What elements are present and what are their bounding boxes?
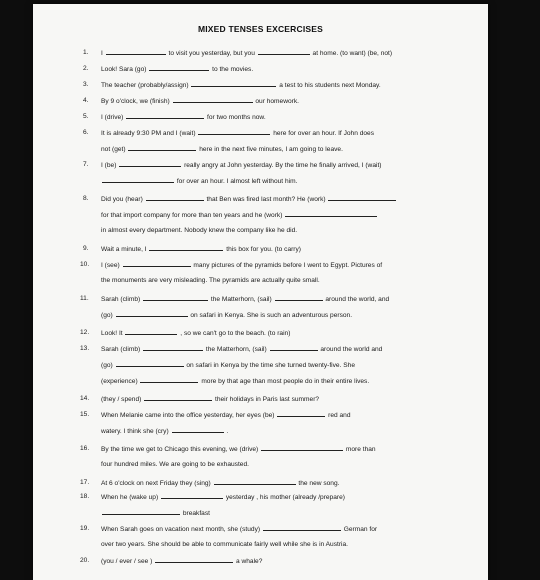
answer-blank[interactable] <box>277 410 325 417</box>
answer-blank[interactable] <box>214 478 296 485</box>
exercise-line <box>101 492 345 502</box>
exercise-text: here for over an hour. If John does <box>271 130 375 137</box>
exercise-text: The teacher (probably/assign) <box>101 82 191 89</box>
item-number: 4. <box>83 97 89 104</box>
exercise-text: in almost every department. Nobody knew the company like he did. <box>101 227 298 234</box>
answer-blank[interactable] <box>198 128 270 135</box>
answer-blank[interactable] <box>143 344 203 351</box>
exercise-text: over two years. She should be able to communicate fairly well while she is in Austria. <box>101 541 349 548</box>
answer-blank[interactable] <box>161 492 223 499</box>
exercise-line <box>101 508 210 518</box>
exercise-line <box>101 96 299 106</box>
exercise-text: that Ben was fired last month? He (work) <box>204 196 328 203</box>
exercise-text: (experience) <box>101 378 140 385</box>
exercise-line <box>101 460 249 469</box>
exercise-line <box>101 260 382 270</box>
exercise-text: many pictures of the pyramids before I went to Egypt. Pictures of <box>191 262 383 269</box>
exercise-line <box>101 478 339 488</box>
exercise-text: four hundred miles. We are going to be exhausted. <box>101 461 249 468</box>
answer-blank[interactable] <box>144 394 212 401</box>
exercise-text: German for <box>341 526 378 533</box>
exercise-text: around the world, and <box>323 296 390 303</box>
answer-blank[interactable] <box>106 48 166 55</box>
exercise-line <box>101 80 381 90</box>
item-number: 16. <box>80 445 90 452</box>
exercise-text: the Matterhorn, (sail) <box>204 346 269 353</box>
exercise-line <box>101 294 389 304</box>
answer-blank[interactable] <box>102 176 174 183</box>
item-number: 3. <box>83 81 89 88</box>
exercise-text: their holidays in Paris last summer? <box>213 396 320 403</box>
exercise-text: , so we can't go to the beach. (to rain) <box>178 330 291 337</box>
exercise-text: yesterday , his mother (already /prepare) <box>224 494 345 501</box>
item-number: 20. <box>80 557 90 564</box>
exercise-text: really angry at John yesterday. By the time he finally arrived, I (wait) <box>182 162 382 169</box>
exercise-text: breakfast <box>181 510 210 517</box>
exercise-text: the Matterhorn, (sail) <box>209 296 274 303</box>
exercise-text: Did you (hear) <box>101 196 145 203</box>
answer-blank[interactable] <box>191 80 276 87</box>
exercise-text: not (get) <box>101 146 128 153</box>
item-number: 18. <box>80 493 90 500</box>
exercise-text: I (see) <box>101 262 122 269</box>
item-number: 13. <box>80 345 90 352</box>
exercise-text: When Melanie came into the office yesterday, her eyes (be) <box>101 412 277 419</box>
answer-blank[interactable] <box>146 194 204 201</box>
exercise-text: By the time we get to Chicago this evening, we (drive) <box>101 446 261 453</box>
exercise-line <box>101 226 297 235</box>
item-number: 9. <box>83 245 89 252</box>
exercise-text: When he (wake up) <box>101 494 161 501</box>
exercise-line <box>101 276 320 285</box>
exercise-text: Sarah (climb) <box>101 346 143 353</box>
answer-blank[interactable] <box>258 48 310 55</box>
exercise-line <box>101 176 297 186</box>
worksheet-page <box>33 4 488 580</box>
exercise-text: to visit you yesterday, but you <box>166 50 257 57</box>
exercise-text: our homework. <box>253 98 299 105</box>
answer-blank[interactable] <box>126 112 204 119</box>
exercise-text: Look! It <box>101 330 125 337</box>
exercise-text: for two months now. <box>205 114 266 121</box>
item-number: 17. <box>80 479 90 486</box>
exercise-text: By 9 o'clock, we (finish) <box>101 98 172 105</box>
exercise-text: Sarah (climb) <box>101 296 143 303</box>
exercise-text: I (drive) <box>101 114 126 121</box>
exercise-text: I <box>101 50 105 57</box>
exercise-text: (you / ever / see ) <box>101 558 155 565</box>
exercise-line <box>101 426 228 436</box>
exercise-line <box>101 194 397 204</box>
item-number: 1. <box>83 49 89 56</box>
answer-blank[interactable] <box>285 210 377 217</box>
exercise-line <box>101 376 369 386</box>
answer-blank[interactable] <box>102 508 180 515</box>
answer-blank[interactable] <box>261 444 343 451</box>
answer-blank[interactable] <box>143 294 208 301</box>
exercise-line <box>101 360 355 370</box>
item-number: 15. <box>80 411 90 418</box>
answer-blank[interactable] <box>172 426 224 433</box>
exercise-text: (go) <box>101 362 115 369</box>
exercise-line <box>101 444 376 454</box>
answer-blank[interactable] <box>149 64 209 71</box>
exercise-line <box>101 524 377 534</box>
exercise-line <box>101 328 290 338</box>
exercise-text: It is already 9:30 PM and I (wait) <box>101 130 198 137</box>
item-number: 2. <box>83 65 89 72</box>
answer-blank[interactable] <box>116 310 188 317</box>
answer-blank[interactable] <box>270 344 318 351</box>
answer-blank[interactable] <box>149 244 223 251</box>
answer-blank[interactable] <box>155 556 233 563</box>
exercise-line <box>101 128 374 138</box>
answer-blank[interactable] <box>125 328 177 335</box>
item-number: 12. <box>80 329 90 336</box>
exercise-text: for over an hour. I almost left without him. <box>175 178 298 185</box>
exercise-line <box>101 540 348 549</box>
exercise-line <box>101 410 351 420</box>
exercise-line <box>101 310 352 320</box>
exercise-line <box>101 394 319 404</box>
exercise-line <box>101 556 262 566</box>
exercise-text: a whale? <box>234 558 263 565</box>
answer-blank[interactable] <box>119 160 181 167</box>
item-number: 8. <box>83 195 89 202</box>
item-number: 14. <box>80 395 90 402</box>
exercise-text: the new song. <box>296 480 340 487</box>
worksheet-title: MIXED TENSES EXCERCISES <box>197 24 324 34</box>
exercise-text: to the movies. <box>210 66 254 73</box>
exercise-text: Wait a minute, I <box>101 246 149 253</box>
answer-blank[interactable] <box>123 260 191 267</box>
answer-blank[interactable] <box>140 376 198 383</box>
exercise-line <box>101 112 266 122</box>
exercise-text: here in the next five minutes, I am going to leave. <box>197 146 343 153</box>
exercise-line <box>101 244 301 254</box>
exercise-text: at home. (to want) (be, not) <box>310 50 393 57</box>
item-number: 19. <box>80 525 90 532</box>
exercise-line <box>101 64 253 74</box>
exercise-text: watery. I think she (cry) <box>101 428 171 435</box>
answer-blank[interactable] <box>328 194 396 201</box>
exercise-line <box>101 160 381 170</box>
exercise-text: I (be) <box>101 162 119 169</box>
exercise-text: (they / spend) <box>101 396 144 403</box>
exercise-text: on safari in Kenya by the time she turned twenty-five. She <box>184 362 355 369</box>
item-number: 10. <box>80 261 90 268</box>
exercise-text: more than <box>344 446 376 453</box>
exercise-line <box>101 48 392 58</box>
exercise-text: around the world and <box>318 346 383 353</box>
item-number: 6. <box>83 129 89 136</box>
exercise-text: the monuments are very misleading. The pyramids are actually quite small. <box>101 277 320 284</box>
exercise-text: this box for you. (to carry) <box>224 246 301 253</box>
exercise-text: Look! Sara (go) <box>101 66 149 73</box>
answer-blank[interactable] <box>263 524 341 531</box>
exercise-text: At 6 o'clock on next Friday they (sing) <box>101 480 213 487</box>
item-number: 11. <box>80 295 89 302</box>
exercise-line <box>101 210 378 220</box>
exercise-line <box>101 344 382 354</box>
item-number: 5. <box>83 113 89 120</box>
answer-blank[interactable] <box>128 144 196 151</box>
exercise-text: more by that age than most people do in their entire lives. <box>199 378 370 385</box>
answer-blank[interactable] <box>275 294 323 301</box>
exercise-text: When Sarah goes on vacation next month, she (study) <box>101 526 262 533</box>
answer-blank[interactable] <box>116 360 184 367</box>
item-number: 7. <box>83 161 89 168</box>
exercise-text: on safari in Kenya. She is such an adventurous person. <box>188 312 353 319</box>
exercise-text: . <box>224 428 229 435</box>
answer-blank[interactable] <box>173 96 253 103</box>
exercise-text: red and <box>326 412 351 419</box>
exercise-text: for that import company for more than ten years and he (work) <box>101 212 285 219</box>
exercise-text: a test to his students next Monday. <box>277 82 381 89</box>
exercise-text: (go) <box>101 312 115 319</box>
exercise-line <box>101 144 343 154</box>
